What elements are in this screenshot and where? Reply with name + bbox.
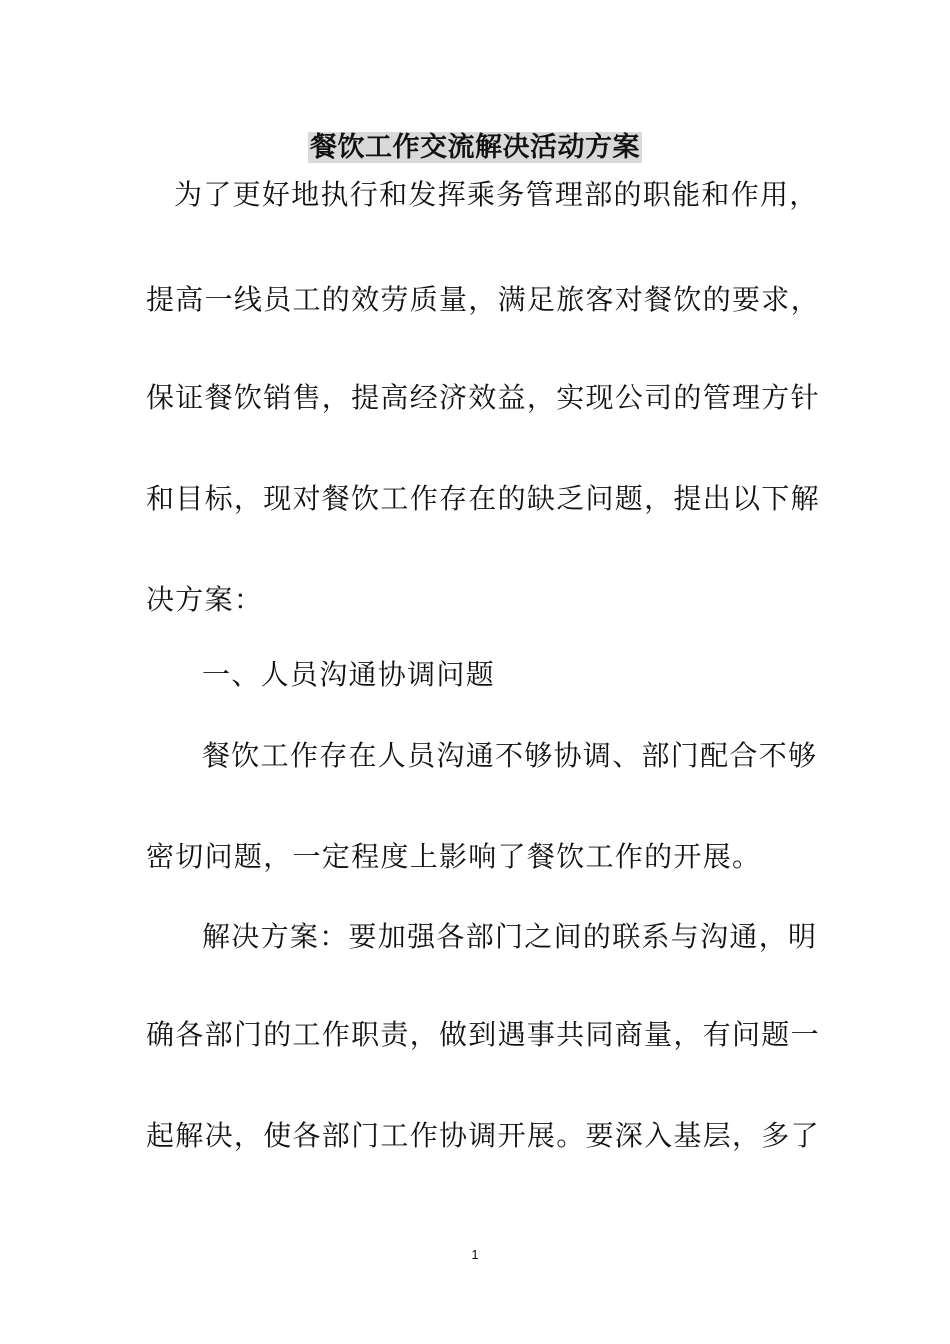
paragraph-line: 决方案：	[146, 583, 264, 616]
document-title	[0, 130, 950, 166]
paragraph-line: 和目标，现对餐饮工作存在的缺乏问题，提出以下解	[146, 482, 820, 515]
paragraph-line: 密切问题，一定程度上影响了餐饮工作的开展。	[146, 840, 762, 873]
paragraph-line: 确各部门的工作职责，做到遇事共同商量，有问题一	[146, 1018, 820, 1051]
paragraph-line: 为了更好地执行和发挥乘务管理部的职能和作用，	[174, 178, 819, 211]
section-heading: 一、人员沟通协调问题	[202, 658, 496, 691]
paragraph-line: 起解决，使各部门工作协调开展。要深入基层，多了	[146, 1119, 820, 1152]
paragraph-line: 解决方案：要加强各部门之间的联系与沟通，明	[202, 920, 818, 953]
paragraph-line: 提高一线员工的效劳质量，满足旅客对餐饮的要求，	[146, 283, 820, 316]
document-title-text: 餐饮工作交流解决活动方案	[310, 132, 640, 163]
paragraph-line: 保证餐饮销售，提高经济效益，实现公司的管理方针	[146, 381, 820, 414]
paragraph-line: 餐饮工作存在人员沟通不够协调、部门配合不够	[202, 739, 818, 772]
page-number: 1	[471, 1247, 479, 1262]
